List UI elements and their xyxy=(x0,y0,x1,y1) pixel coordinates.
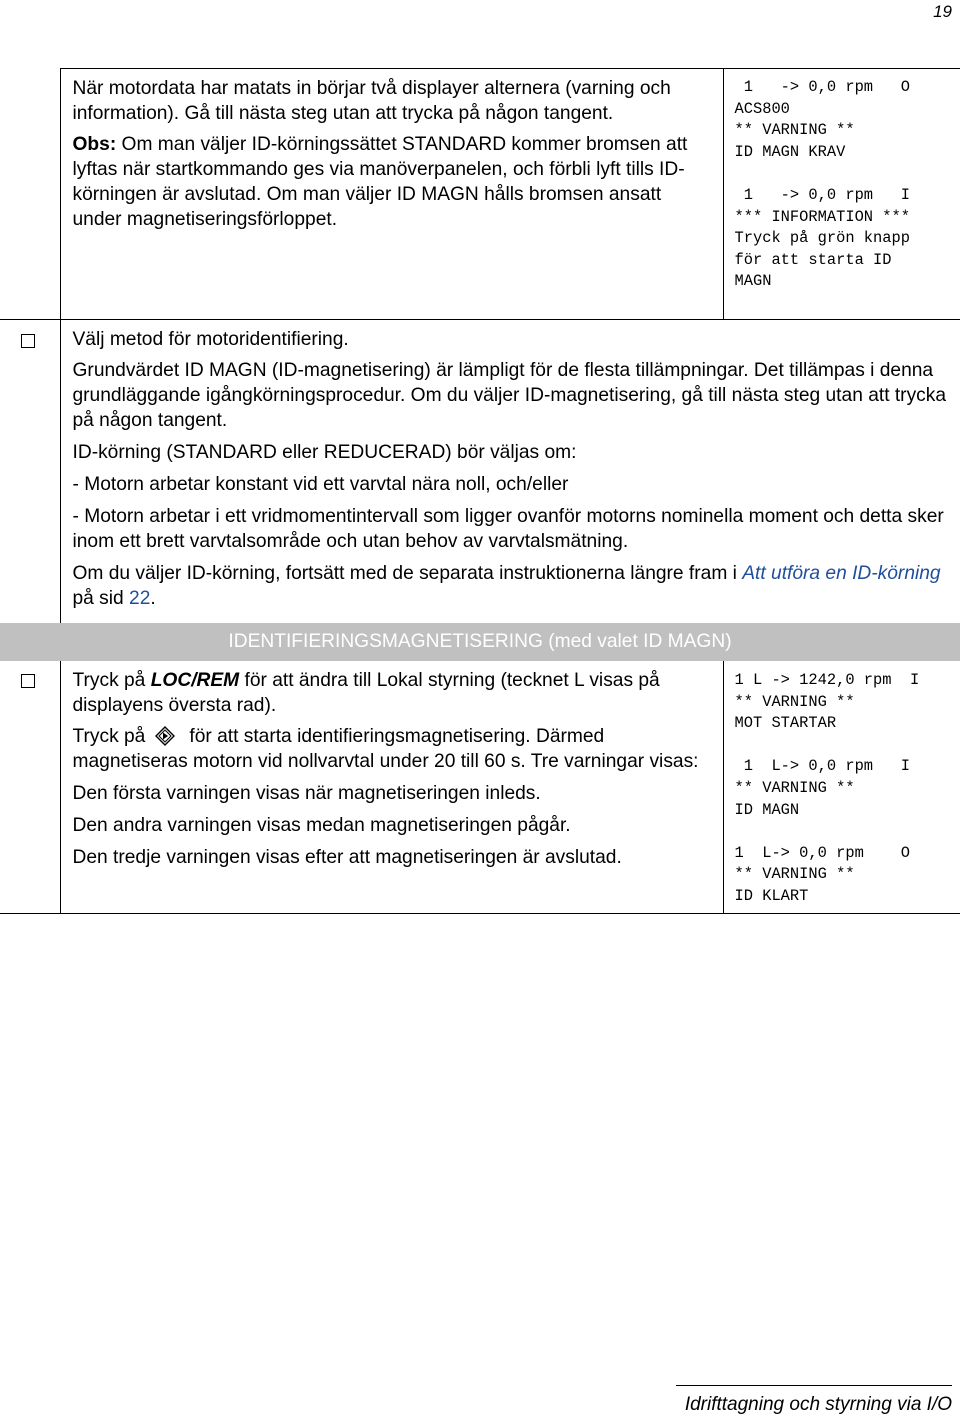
step-paragraph: ID-körning (STANDARD eller REDUCERAD) bör väljas om: xyxy=(72,441,577,463)
panel-display-id-done: 1 L-> 0,0 rpm O ** VARNING ** ID KLART xyxy=(734,843,910,905)
step-paragraph xyxy=(73,668,713,718)
step-paragraph xyxy=(73,561,951,611)
step-paragraph xyxy=(73,724,713,774)
step-text xyxy=(60,69,723,320)
note-label: Obs: xyxy=(72,134,117,155)
start-button-icon xyxy=(155,726,175,746)
panel-display-warning: 1 -> 0,0 rpm O ACS800 ** VARNING ** ID MAGN KRAV xyxy=(734,78,910,161)
page-number: 19 xyxy=(933,2,952,21)
note-text: Om man väljer ID-körningssättet STANDARD kommer bromsen att lyftas när startkommando ges via manöverpanelen, och förbli lyft tills ID-körningen är avslutad. Om man väljer ID MAGN hålls bromsen ansatt under magnetiseringsförloppet. xyxy=(72,134,688,230)
step-paragraph: Den första varningen visas när magnetiseringen inleds. xyxy=(72,782,541,804)
step-text xyxy=(60,661,723,914)
checkbox-cell xyxy=(0,69,60,320)
text-span: Om du väljer ID-körning, fortsätt med de separata instruktionerna längre fram i xyxy=(72,562,743,584)
panel-display-cell xyxy=(723,661,960,914)
step-row-id-magnetization xyxy=(0,661,960,914)
step-paragraph: - Motorn arbetar konstant vid ett varvtal nära noll, och/eller xyxy=(72,473,569,495)
text-span: . xyxy=(150,587,156,609)
step-paragraph: Grundvärdet ID MAGN (ID-magnetisering) är lämpligt för de flesta tillämpningar. Det tillämpas i denna grundläggande igångkörningsprocedur. Om du väljer ID-magnetisering, gå till nästa steg utan att trycka på någon tangent. xyxy=(72,359,947,431)
text-span: på sid xyxy=(72,587,130,609)
footer-rule xyxy=(676,1385,952,1386)
checkbox-cell xyxy=(0,319,60,623)
checkbox[interactable] xyxy=(21,674,35,688)
panel-display-cell xyxy=(723,69,960,320)
link-page[interactable]: 22 xyxy=(129,587,151,609)
panel-display-information: 1 -> 0,0 rpm I *** INFORMATION *** Tryck på grön knapp för att starta ID MAGN xyxy=(734,185,910,291)
link-id-run[interactable]: Att utföra en ID-körning xyxy=(742,562,941,584)
checkbox-cell xyxy=(0,661,60,914)
step-paragraph: När motordata har matats in börjar två displayer alternera (varning och information). Gå till nästa steg utan att trycka på någon tangent. xyxy=(72,78,671,124)
step-paragraph: - Motorn arbetar i ett vridmomentintervall som ligger ovanför motorns nominella moment och detta sker inom ett brett varvtalsområde och utan behov av varvtalsmätning. xyxy=(72,505,944,552)
panel-display-id-magn: 1 L-> 0,0 rpm I ** VARNING ** ID MAGN xyxy=(734,757,910,819)
step-text xyxy=(60,319,960,623)
checkbox[interactable] xyxy=(21,334,35,348)
step-row-display-alternate xyxy=(0,69,960,320)
procedure-table xyxy=(0,68,960,914)
note-paragraph xyxy=(73,132,713,232)
section-header-row xyxy=(0,623,960,661)
loc-rem-key: LOC/REM xyxy=(150,669,240,691)
panel-display-motor-start: 1 L -> 1242,0 rpm I ** VARNING ** MOT STARTAR xyxy=(734,670,920,733)
text-span: Tryck på xyxy=(72,725,146,747)
text-span: för att ändra till Lokal styrning (tecknet L visas på displayens översta rad). xyxy=(72,669,660,716)
step-paragraph: Välj metod för motoridentifiering. xyxy=(72,328,349,350)
section-header: IDENTIFIERINGSMAGNETISERING (med valet ID MAGN) xyxy=(0,623,960,661)
text-span: Tryck på xyxy=(72,669,151,691)
step-paragraph: Den tredje varningen visas efter att magnetiseringen är avslutad. xyxy=(72,846,622,868)
step-paragraph: Den andra varningen visas medan magnetiseringen pågår. xyxy=(72,814,571,836)
step-row-method xyxy=(0,319,960,623)
footer-title: Idrifttagning och styrning via I/O xyxy=(684,1394,952,1415)
text-span: för att starta identifieringsmagnetisering. Därmed magnetiseras motorn vid nollvarvtal under 20 till 60 s. Tre varningar visas: xyxy=(72,725,699,772)
